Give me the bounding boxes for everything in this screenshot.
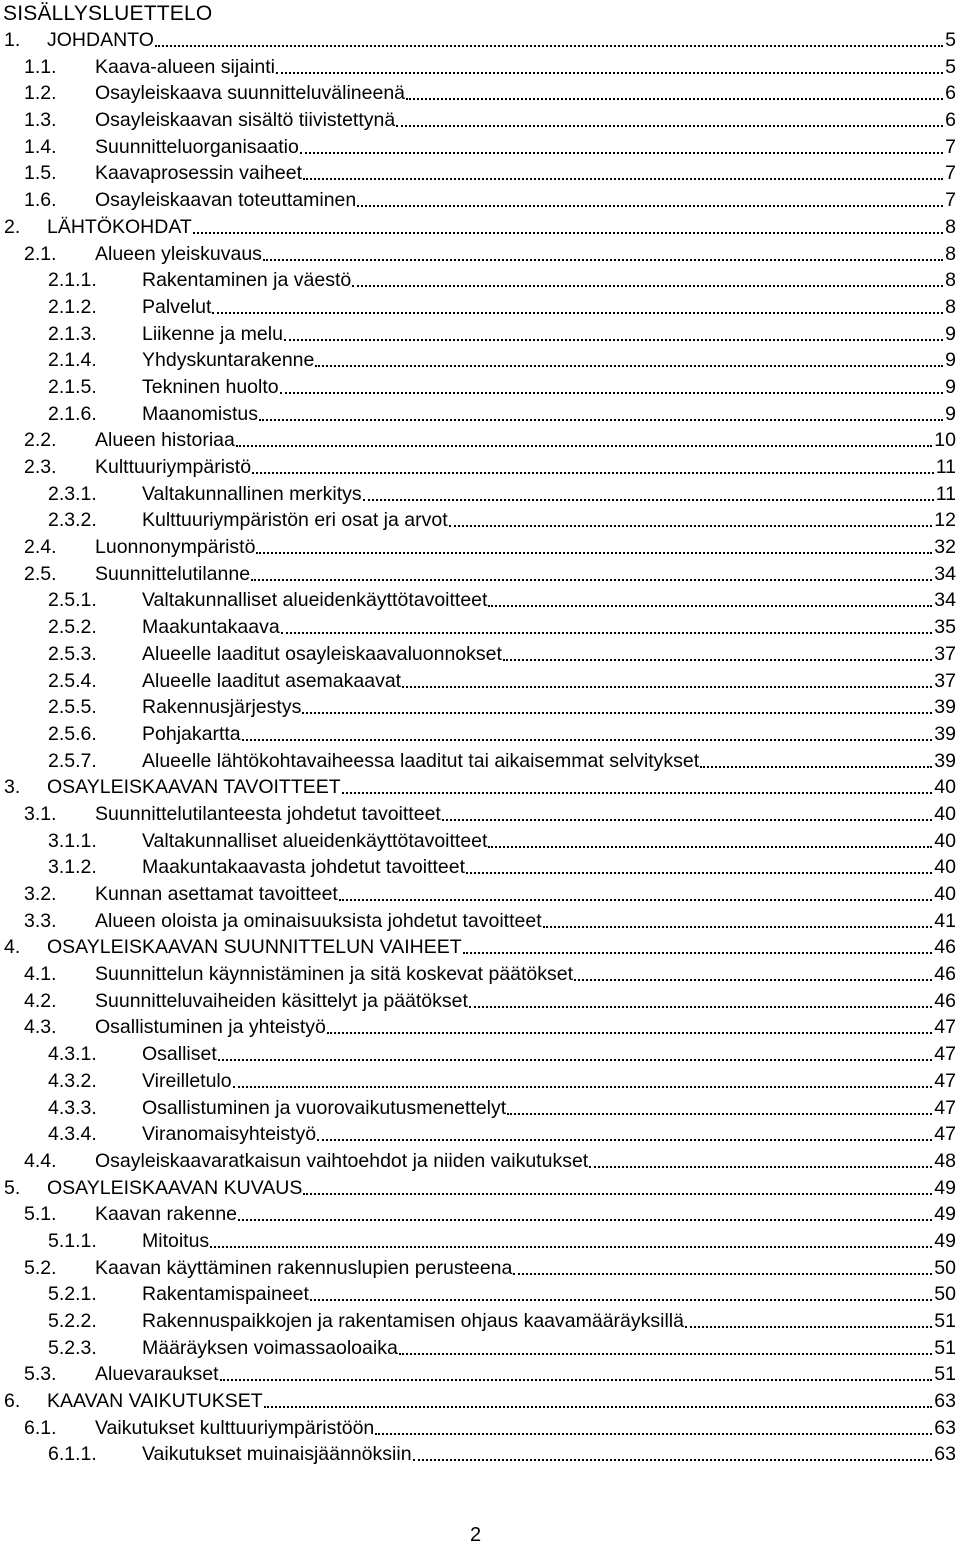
toc-entry-title: Suunnittelutilanne	[95, 562, 251, 585]
toc-entry[interactable]	[0, 107, 960, 134]
toc-dot-leader	[238, 1201, 932, 1221]
toc-dot-leader	[589, 1148, 932, 1168]
toc-dot-leader	[193, 214, 943, 234]
toc-entry-title: Rakennusjärjestys	[142, 696, 302, 719]
toc-entry-title: OSAYLEISKAAVAN TAVOITTEET	[47, 776, 341, 799]
toc-entry-page: 8	[945, 269, 956, 292]
toc-dot-leader	[263, 241, 943, 261]
toc-entry-page: 32	[934, 536, 956, 559]
toc-entry-page: 11	[935, 482, 956, 505]
toc-entry-number: 2.1.5.	[48, 375, 97, 398]
toc-dot-leader	[303, 160, 943, 180]
toc-entry[interactable]	[0, 507, 960, 534]
toc-entry[interactable]	[0, 401, 960, 428]
toc-entry-number: 3.1.1.	[48, 829, 97, 852]
toc-entry-page: 35	[934, 616, 956, 639]
toc-entry[interactable]	[0, 908, 960, 935]
toc-entry-page: 47	[934, 1123, 956, 1146]
toc-dot-leader	[466, 854, 932, 874]
toc-entry-number: 4.3.	[24, 1016, 57, 1039]
toc-entry-number: 4.3.3.	[48, 1096, 97, 1119]
toc-entry-title: Palvelut	[142, 295, 212, 318]
toc-entry[interactable]	[0, 534, 960, 561]
toc-entry-page: 51	[934, 1336, 956, 1359]
toc-entry[interactable]	[0, 1201, 960, 1228]
toc-entry-title: Suunnitteluvaiheiden käsittelyt ja päätökset	[95, 989, 468, 1012]
toc-entry-title: Aluevaraukset	[95, 1363, 219, 1386]
toc-entry-page: 39	[934, 749, 956, 772]
toc-entry[interactable]	[0, 1228, 960, 1255]
toc-entry-title: Vireilletulo	[142, 1069, 232, 1092]
toc-entry-title: Maakuntakaava	[142, 616, 280, 639]
toc-entry-title: Rakentaminen ja väestö	[142, 269, 352, 292]
toc-entry-page: 40	[934, 856, 956, 879]
toc-entry-page: 49	[934, 1229, 956, 1252]
toc-entry[interactable]	[0, 1308, 960, 1335]
toc-entry-title: Mitoitus	[142, 1229, 210, 1252]
toc-dot-leader	[352, 267, 943, 287]
toc-dot-leader	[218, 1041, 933, 1061]
toc-entry-number: 2.2.	[24, 429, 57, 452]
toc-dot-leader	[488, 587, 932, 607]
toc-entry[interactable]	[0, 1095, 960, 1122]
toc-entry-number: 5.3.	[24, 1363, 57, 1386]
toc-entry-number: 3.2.	[24, 883, 57, 905]
toc-entry[interactable]	[0, 1041, 960, 1068]
toc-entry-number: 2.1.	[24, 242, 57, 265]
toc-entry-page: 63	[934, 1416, 956, 1439]
toc-dot-leader	[503, 641, 932, 661]
toc-entry[interactable]	[0, 241, 960, 268]
toc-dot-leader	[315, 347, 943, 367]
toc-dot-leader	[339, 881, 932, 901]
toc-entry-number: 4.3.1.	[48, 1043, 97, 1066]
toc-entry-page: 47	[934, 1043, 956, 1066]
toc-entry-number: 3.	[4, 776, 21, 799]
toc-entry-page: 7	[945, 189, 956, 212]
toc-entry-page: 50	[934, 1283, 956, 1306]
toc-entry-page: 47	[934, 1016, 956, 1039]
toc-entry-page: 40	[934, 829, 956, 852]
toc-entry[interactable]	[0, 694, 960, 721]
toc-entry-page: 41	[934, 909, 956, 932]
toc-entry[interactable]	[0, 1255, 960, 1282]
toc-dot-leader	[280, 374, 944, 394]
toc-entry-page: 9	[945, 322, 956, 345]
toc-entry[interactable]	[0, 321, 960, 348]
toc-entry-title: Maakuntakaavasta johdetut tavoitteet	[142, 856, 466, 879]
toc-entry-number: 3.1.2.	[48, 856, 97, 879]
toc-entry-title: Kunnan asettamat tavoitteet	[95, 883, 338, 905]
toc-entry-title: Suunnitteluorganisaatio	[95, 135, 299, 158]
toc-dot-leader	[413, 1441, 933, 1461]
toc-dot-leader	[449, 507, 933, 527]
toc-entry-number: 4.3.4.	[48, 1123, 97, 1146]
toc-dot-leader	[276, 54, 943, 74]
toc-entry[interactable]	[0, 961, 960, 988]
toc-entry-number: 4.2.	[24, 989, 57, 1012]
toc-entry-page: 50	[934, 1256, 956, 1279]
toc-entry-number: 1.6.	[24, 189, 57, 212]
toc-entry-title: Kaavan käyttäminen rakennuslupien perusteena	[95, 1256, 513, 1279]
toc-dot-leader	[574, 961, 932, 981]
toc-entry-page: 5	[945, 55, 956, 78]
toc-entry[interactable]	[0, 347, 960, 374]
toc-dot-leader	[488, 828, 932, 848]
toc-entry[interactable]	[0, 454, 960, 481]
toc-entry-page: 47	[934, 1069, 956, 1092]
toc-dot-leader	[342, 774, 933, 794]
toc-dot-leader	[507, 1095, 932, 1115]
toc-entry-page: 6	[945, 109, 956, 132]
toc-entry[interactable]	[0, 748, 960, 775]
toc-entry-number: 2.5.2.	[48, 616, 97, 639]
toc-entry-title: Kulttuuriympäristön eri osat ja arvot	[142, 509, 448, 532]
toc-entry-title: Liikenne ja melu	[142, 322, 283, 345]
toc-entry-number: 2.1.3.	[48, 322, 97, 345]
toc-entry-number: 5.	[4, 1176, 21, 1199]
toc-entry-page: 51	[934, 1363, 956, 1386]
toc-entry-page: 8	[945, 295, 956, 318]
toc-entry[interactable]	[0, 668, 960, 695]
toc-entry-page: 37	[934, 642, 956, 665]
toc-entry-number: 4.3.2.	[48, 1069, 97, 1092]
toc-entry[interactable]	[0, 374, 960, 401]
toc-entry[interactable]	[0, 721, 960, 748]
toc-entry[interactable]	[0, 881, 960, 908]
toc-entry-title: JOHDANTO	[47, 29, 154, 51]
toc-entry-title: Valtakunnalliset alueidenkäyttötavoitteet	[142, 589, 488, 612]
toc-entry-number: 1.1.	[24, 55, 57, 78]
toc-entry-number: 3.1.	[24, 802, 57, 825]
toc-entry-number: 2.5.7.	[48, 749, 97, 772]
toc-entry[interactable]	[0, 1281, 960, 1308]
toc-dot-leader	[300, 134, 943, 154]
toc-dot-leader	[513, 1255, 932, 1275]
toc-entry-number: 2.5.5.	[48, 696, 97, 719]
toc-entry[interactable]	[0, 854, 960, 881]
toc-entry[interactable]	[0, 828, 960, 855]
toc-entry-title: Osayleiskaavan sisältö tiivistettynä	[95, 109, 396, 132]
toc-entry-title: Osallistuminen ja yhteistyö	[95, 1016, 326, 1039]
toc-entry-page: 63	[934, 1390, 956, 1413]
toc-entry[interactable]	[0, 1388, 960, 1415]
toc-entry[interactable]	[0, 614, 960, 641]
toc-entry-title: Tekninen huolto	[142, 375, 279, 398]
toc-entry-title: Alueen oloista ja ominaisuuksista johdetut tavoitteet	[95, 909, 542, 932]
toc-entry-number: 5.2.1.	[48, 1283, 97, 1306]
toc-entry[interactable]	[0, 1175, 960, 1202]
toc-entry-page: 5	[945, 29, 956, 51]
toc-entry-page: 9	[945, 349, 956, 372]
toc-entry-number: 2.3.	[24, 456, 57, 478]
toc-entry-title: Valtakunnallinen merkitys	[142, 482, 362, 505]
toc-dot-leader	[155, 27, 943, 47]
toc-entry-title: LÄHTÖKOHDAT	[47, 215, 192, 238]
toc-entry[interactable]	[0, 214, 960, 241]
page-number: 2	[470, 1524, 482, 1546]
toc-entry-number: 2.4.	[24, 536, 57, 559]
toc-entry-number: 4.1.	[24, 963, 57, 986]
toc-entry-number: 2.5.1.	[48, 589, 97, 612]
toc-entry-title: Rakentamispaineet	[142, 1283, 309, 1306]
toc-entry-number: 2.5.3.	[48, 642, 97, 665]
toc-dot-leader	[700, 748, 932, 768]
toc-entry-title: Osalliset	[142, 1043, 217, 1066]
toc-entry[interactable]	[0, 774, 960, 801]
toc-entry-page: 46	[934, 936, 956, 959]
toc-entry-title: Kulttuuriympäristö	[95, 456, 252, 478]
toc-entry-title: Osallistuminen ja vuorovaikutusmenettelyt	[142, 1096, 507, 1119]
toc-entry-title: Alueelle laaditut asemakaavat	[142, 669, 402, 692]
toc-dot-leader	[406, 80, 943, 100]
toc-entry[interactable]	[0, 80, 960, 107]
toc-dot-leader	[236, 427, 932, 447]
toc-entry-page: 39	[934, 696, 956, 719]
toc-entry-title: Suunnittelun käynnistäminen ja sitä koskevat päätökset	[95, 963, 574, 986]
toc-dot-leader	[375, 1415, 932, 1435]
toc-entry-title: Alueen historiaa	[95, 429, 235, 452]
toc-dot-leader	[685, 1308, 932, 1328]
toc-entry-number: 1.	[4, 29, 21, 51]
toc-entry-number: 4.4.	[24, 1149, 57, 1172]
toc-entry-number: 2.1.1.	[48, 269, 97, 292]
toc-entry-page: 8	[945, 242, 956, 265]
toc-entry[interactable]	[0, 641, 960, 668]
toc-entry-page: 10	[934, 429, 956, 452]
toc-entry-page: 40	[934, 883, 956, 905]
toc-entry-title: KAAVAN VAIKUTUKSET	[47, 1390, 263, 1413]
toc-entry-title: Alueelle laaditut osayleiskaavaluonnokset	[142, 642, 502, 665]
toc-entry-title: Kaavan rakenne	[95, 1203, 238, 1226]
toc-entry-page: 34	[934, 562, 956, 585]
toc-entry-title: Maanomistus	[142, 402, 258, 425]
toc-entry-title: Osayleiskaava suunnitteluvälineenä	[95, 82, 406, 105]
toc-entry-title: Vaikutukset kulttuuriympäristöön	[95, 1416, 375, 1439]
toc-entry[interactable]	[0, 1121, 960, 1148]
toc-entry-number: 2.5.	[24, 562, 57, 585]
toc-entry-page: 9	[945, 375, 956, 398]
toc-entry[interactable]	[0, 1148, 960, 1175]
toc-dot-leader	[327, 1014, 932, 1034]
toc-entry[interactable]	[0, 1335, 960, 1362]
toc-entry-number: 5.2.	[24, 1256, 57, 1279]
toc-entry[interactable]	[0, 1441, 960, 1468]
toc-entry-number: 2.5.4.	[48, 669, 97, 692]
toc-entry[interactable]	[0, 160, 960, 187]
toc-entry-title: Kaava-alueen sijainti	[95, 55, 275, 78]
toc-entry[interactable]	[0, 294, 960, 321]
toc-entry-page: 47	[934, 1096, 956, 1119]
toc-dot-leader	[303, 1175, 932, 1195]
toc-entry-number: 2.1.4.	[48, 349, 97, 372]
toc-entry-title: Rakennuspaikkojen ja rakentamisen ohjaus kaavamääräyksillä	[142, 1310, 684, 1332]
toc-entry-number: 1.4.	[24, 135, 57, 158]
toc-entry-number: 2.5.6.	[48, 722, 97, 745]
toc-entry-number: 1.3.	[24, 109, 57, 132]
toc-entry[interactable]	[0, 27, 960, 54]
toc-entry-title: Alueelle lähtökohtavaiheessa laaditut tai aikaisemmat selvitykset	[142, 749, 700, 772]
toc-entry-page: 6	[945, 82, 956, 105]
toc-entry-page: 8	[945, 215, 956, 238]
toc-entry-title: OSAYLEISKAAVAN SUUNNITTELUN VAIHEET	[47, 936, 462, 959]
toc-entry-number: 6.1.1.	[48, 1443, 97, 1466]
toc-entry[interactable]	[0, 587, 960, 614]
toc-entry[interactable]	[0, 187, 960, 214]
toc-entry-number: 5.2.2.	[48, 1310, 97, 1332]
toc-entry-page: 7	[945, 162, 956, 185]
toc-dot-leader	[463, 934, 933, 954]
toc-dot-leader	[396, 107, 943, 127]
toc-entry[interactable]	[0, 561, 960, 588]
toc-entry-title: Alueen yleiskuvaus	[95, 242, 262, 265]
toc-entry[interactable]	[0, 54, 960, 81]
toc-dot-leader	[264, 1388, 933, 1408]
toc-dot-leader	[242, 721, 933, 741]
toc-entry-number: 6.1.	[24, 1416, 57, 1439]
toc-entry-number: 4.	[4, 936, 21, 959]
toc-entry-page: 46	[934, 989, 956, 1012]
toc-entry-title: Viranomaisyhteistyö	[142, 1123, 317, 1146]
toc-entry[interactable]	[0, 267, 960, 294]
toc-entry-page: 7	[945, 135, 956, 158]
toc-dot-leader	[469, 988, 932, 1008]
toc-entry[interactable]	[0, 481, 960, 508]
toc-entry-number: 2.1.2.	[48, 295, 97, 318]
toc-entry[interactable]	[0, 427, 960, 454]
toc-entry-title: Osayleiskaavan toteuttaminen	[95, 189, 357, 212]
toc-entry-number: 1.2.	[24, 82, 57, 105]
toc-entry-number: 2.3.2.	[48, 509, 97, 532]
toc-dot-leader	[363, 481, 934, 501]
toc-dot-leader	[210, 1228, 932, 1248]
toc-dot-leader	[256, 534, 932, 554]
toc-entry-title: Osayleiskaavaratkaisun vaihtoehdot ja niiden vaikutukset	[95, 1149, 589, 1172]
toc-entry[interactable]	[0, 988, 960, 1015]
toc-dot-leader	[251, 561, 932, 581]
toc-entry-page: 12	[934, 509, 956, 532]
toc-title: SISÄLLYSLUETTELO	[3, 2, 213, 25]
toc-entry-page: 63	[934, 1443, 956, 1466]
toc-entry-title: Määräyksen voimassaoloaika	[142, 1336, 398, 1359]
toc-entry-page: 48	[934, 1149, 956, 1172]
toc-entry[interactable]	[0, 934, 960, 961]
toc-dot-leader	[302, 694, 932, 714]
toc-dot-leader	[220, 1361, 933, 1381]
toc-dot-leader	[281, 614, 933, 634]
toc-entry[interactable]	[0, 134, 960, 161]
toc-list	[0, 27, 960, 1468]
toc-entry[interactable]	[0, 801, 960, 828]
toc-entry-number: 2.1.6.	[48, 402, 97, 425]
toc-entry-number: 5.1.	[24, 1203, 57, 1226]
toc-entry-page: 34	[934, 589, 956, 612]
toc-entry-title: Vaikutukset muinaisjäännöksiin	[142, 1443, 412, 1466]
toc-entry-title: Pohjakartta	[142, 722, 241, 745]
toc-entry-title: Luonnonympäristö	[95, 536, 256, 559]
toc-entry-page: 11	[935, 456, 956, 478]
toc-dot-leader	[317, 1121, 932, 1141]
toc-entry-page: 51	[934, 1310, 956, 1332]
toc-dot-leader	[442, 801, 932, 821]
toc-dot-leader	[357, 187, 943, 207]
toc-dot-leader	[252, 454, 934, 474]
toc-dot-leader	[259, 401, 943, 421]
toc-entry[interactable]	[0, 1415, 960, 1442]
toc-dot-leader	[212, 294, 943, 314]
toc-entry-page: 40	[934, 802, 956, 825]
toc-dot-leader	[284, 321, 943, 341]
toc-entry-number: 6.	[4, 1390, 21, 1413]
toc-entry-title: OSAYLEISKAAVAN KUVAUS	[47, 1176, 303, 1199]
toc-entry-page: 49	[934, 1176, 956, 1199]
toc-entry-number: 5.1.1.	[48, 1229, 97, 1252]
toc-entry-number: 1.5.	[24, 162, 57, 185]
toc-dot-leader	[402, 668, 932, 688]
toc-entry-page: 46	[934, 963, 956, 986]
toc-entry-page: 39	[934, 722, 956, 745]
toc-entry-page: 37	[934, 669, 956, 692]
toc-entry-title: Yhdyskuntarakenne	[142, 349, 315, 372]
toc-entry-title: Suunnittelutilanteesta johdetut tavoitteet	[95, 802, 441, 825]
toc-entry-number: 5.2.3.	[48, 1336, 97, 1359]
toc-entry[interactable]	[0, 1361, 960, 1388]
toc-dot-leader	[233, 1068, 933, 1088]
toc-entry-title: Kaavaprosessin vaiheet	[95, 162, 303, 185]
toc-entry-title: Valtakunnalliset alueidenkäyttötavoitteet	[142, 829, 488, 852]
toc-entry[interactable]	[0, 1068, 960, 1095]
toc-entry-number: 3.3.	[24, 909, 57, 932]
toc-dot-leader	[399, 1335, 933, 1355]
toc-entry[interactable]	[0, 1014, 960, 1041]
toc-entry-number: 2.3.1.	[48, 482, 97, 505]
toc-entry-page: 49	[934, 1203, 956, 1226]
toc-dot-leader	[543, 908, 933, 928]
toc-dot-leader	[310, 1281, 932, 1301]
toc-entry-number: 2.	[4, 215, 21, 238]
toc-entry-page: 40	[934, 776, 956, 799]
toc-entry-page: 9	[945, 402, 956, 425]
